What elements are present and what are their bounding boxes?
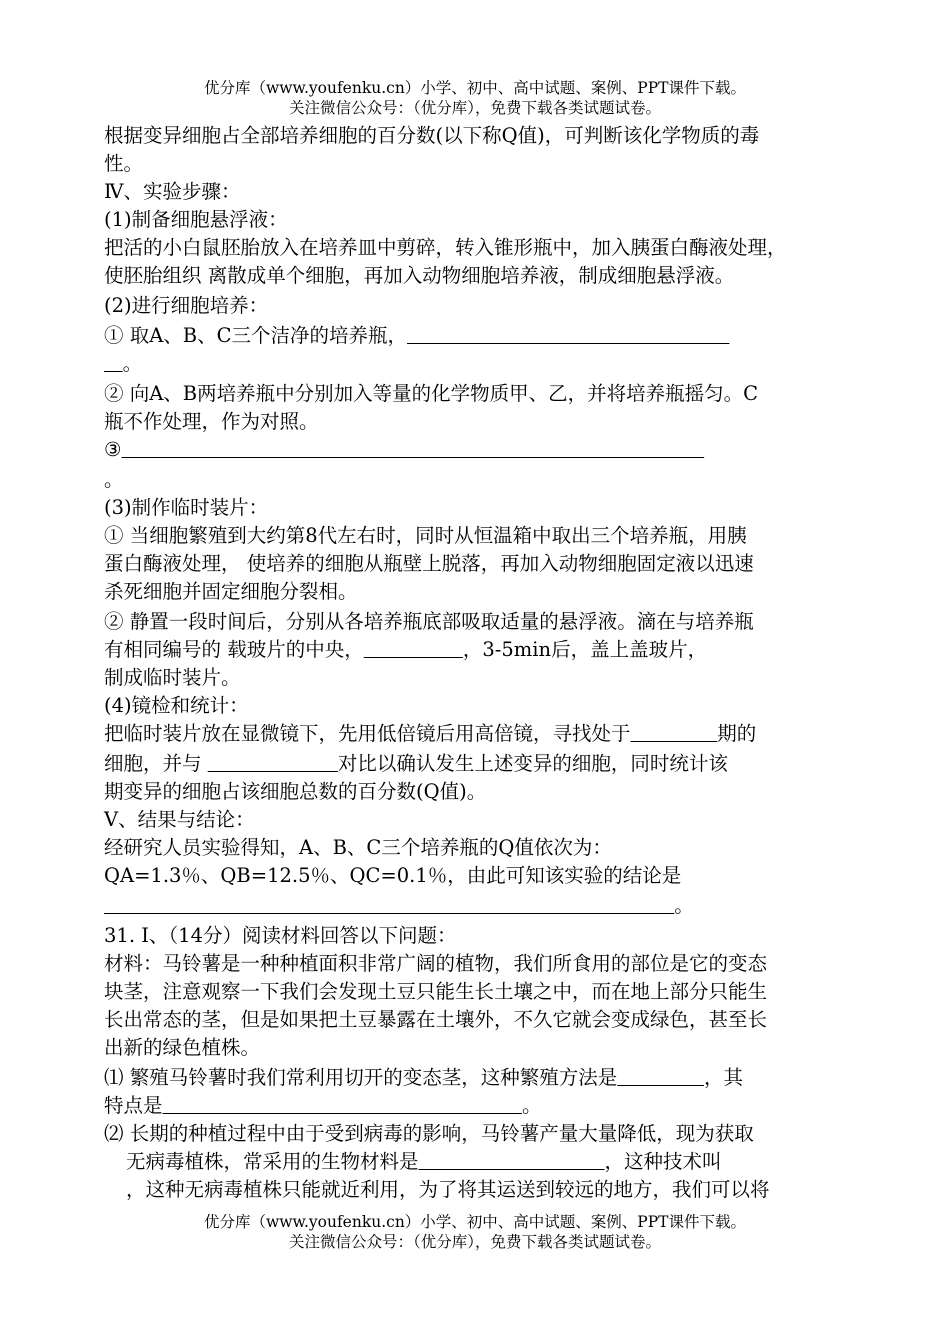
text-line: [126, 1148, 722, 1176]
footer-line-1: 优分库（www.youfenku.cn）小学、初中、高中试题、案例、PPT课件下载。: [203, 1213, 747, 1231]
text-line: 材料：马铃薯是一种种植面积非常广阔的植物，我们所食用的部位是它的变态: [104, 952, 768, 975]
text-line: 蛋白酶液处理， 使培养的细胞从瓶壁上脱落，再加入动物细胞固定液以迅速: [104, 552, 754, 575]
subsection-heading: (2)进行细胞培养：: [104, 294, 269, 317]
footer-line-2: 关注微信公众号：（优分库），免费下载各类试题试卷。: [288, 1233, 661, 1251]
text-part: 期的: [717, 722, 757, 745]
text-line: [104, 350, 142, 378]
subsection-heading: (3)制作临时装片：: [104, 496, 269, 519]
answer-blank: [104, 894, 674, 917]
text-part: ⑴ 繁殖马铃薯时我们常利用切开的变态茎，这种繁殖方法是: [104, 1066, 618, 1089]
text-line: [104, 322, 729, 350]
subsection-heading: (4)镜检和统计：: [104, 694, 249, 717]
period: 。: [122, 352, 143, 375]
answer-blank: [163, 1094, 523, 1117]
step-text: ① 取A、B、C三个洁净的培养瓶，: [104, 324, 408, 347]
text-line: 瓶不作处理，作为对照。: [104, 410, 319, 433]
text-line: 。: [104, 468, 124, 491]
section-heading: V、结果与结论：: [104, 808, 255, 831]
header-line-2: 关注微信公众号：（优分库），免费下载各类试题试卷。: [288, 99, 661, 117]
answer-blank: [407, 324, 729, 347]
section-heading: Ⅳ、实验步骤：: [104, 180, 241, 203]
text-line: ② 静置一段时间后，分别从各培养瓶底部吸取适量的悬浮液。滴在与培养瓶: [104, 610, 754, 633]
text-part: ，这种技术叫: [604, 1150, 722, 1173]
text-line: 根据变异细胞占全部培养细胞的百分数(以下称Q值)，可判断该化学物质的毒: [104, 124, 760, 147]
text-line: [104, 1092, 542, 1120]
answer-blank: [617, 1066, 704, 1089]
text-line: [104, 1064, 743, 1092]
text-line: 长出常态的茎，但是如果把土豆暴露在土壤外，不久它就会变成绿色，甚至长: [104, 1008, 768, 1031]
text-line: ，这种无病毒植株只能就近利用，为了将其运送到较远的地方，我们可以将: [126, 1178, 770, 1201]
answer-blank: [208, 752, 338, 775]
question-heading: 31. Ⅰ、（14分）阅读材料回答以下问题：: [104, 924, 457, 947]
text-line: 期变异的细胞占该细胞总数的百分数(Q值)。: [104, 780, 487, 803]
text-line: 把活的小白鼠胚胎放入在培养皿中剪碎，转入锥形瓶中，加入胰蛋白酶液处理，: [104, 236, 787, 259]
text-line: [104, 892, 694, 920]
text-line: QA=1.3％、QB=12.5％、QC=0.1％，由此可知该实验的结论是: [104, 864, 682, 887]
header-line-1: 优分库（www.youfenku.cn）小学、初中、高中试题、案例、PPT课件下载。: [203, 79, 747, 97]
answer-blank: [104, 352, 123, 375]
text-line: ⑵ 长期的种植过程中由于受到病毒的影响，马铃薯产量大量降低，现为获取: [104, 1122, 754, 1145]
text-line: [104, 636, 707, 664]
subsection-heading: (1)制备细胞悬浮液：: [104, 208, 288, 231]
step-marker: ③: [104, 438, 122, 461]
text-line: 制成临时装片。: [104, 666, 241, 689]
answer-blank: [121, 438, 704, 461]
answer-blank: [364, 638, 463, 661]
text-line: ② 向A、B两培养瓶中分别加入等量的化学物质甲、乙，并将培养瓶摇匀。C: [104, 382, 759, 405]
answer-blank: [631, 722, 718, 745]
text-line: 杀死细胞并固定细胞分裂相。: [104, 580, 358, 603]
text-part: 。: [522, 1094, 542, 1117]
text-part: 有相同编号的 载玻片的中央，: [104, 638, 364, 661]
text-line: ① 当细胞繁殖到大约第8代左右时，同时从恒温箱中取出三个培养瓶，用胰: [104, 524, 747, 547]
answer-blank: [419, 1150, 605, 1173]
text-part: 对比以确认发生上述变异的细胞，同时统计该: [337, 752, 728, 775]
text-part: 把临时装片放在显微镜下，先用低倍镜后用高倍镜，寻找处于: [104, 722, 631, 745]
text-line: 性。: [104, 152, 144, 175]
period: 。: [674, 894, 694, 917]
text-line: [104, 436, 704, 464]
text-part: ，3-5min后，盖上盖玻片，: [462, 638, 708, 661]
text-line: [104, 750, 728, 778]
text-part: 无病毒植株，常采用的生物材料是: [126, 1150, 419, 1173]
text-line: 使胚胎组织 离散成单个细胞，再加入动物细胞培养液，制成细胞悬浮液。: [104, 264, 735, 287]
text-line: 经研究人员实验得知，A、B、C三个培养瓶的Q值依次为：: [104, 836, 612, 859]
text-line: 块茎，注意观察一下我们会发现土豆只能生长土壤之中，而在地上部分只能生: [104, 980, 768, 1003]
text-line: [104, 720, 756, 748]
text-line: 出新的绿色植株。: [104, 1036, 261, 1059]
text-part: 细胞，并与: [104, 752, 208, 775]
text-part: ，其: [703, 1066, 743, 1089]
text-part: 特点是: [104, 1094, 163, 1117]
